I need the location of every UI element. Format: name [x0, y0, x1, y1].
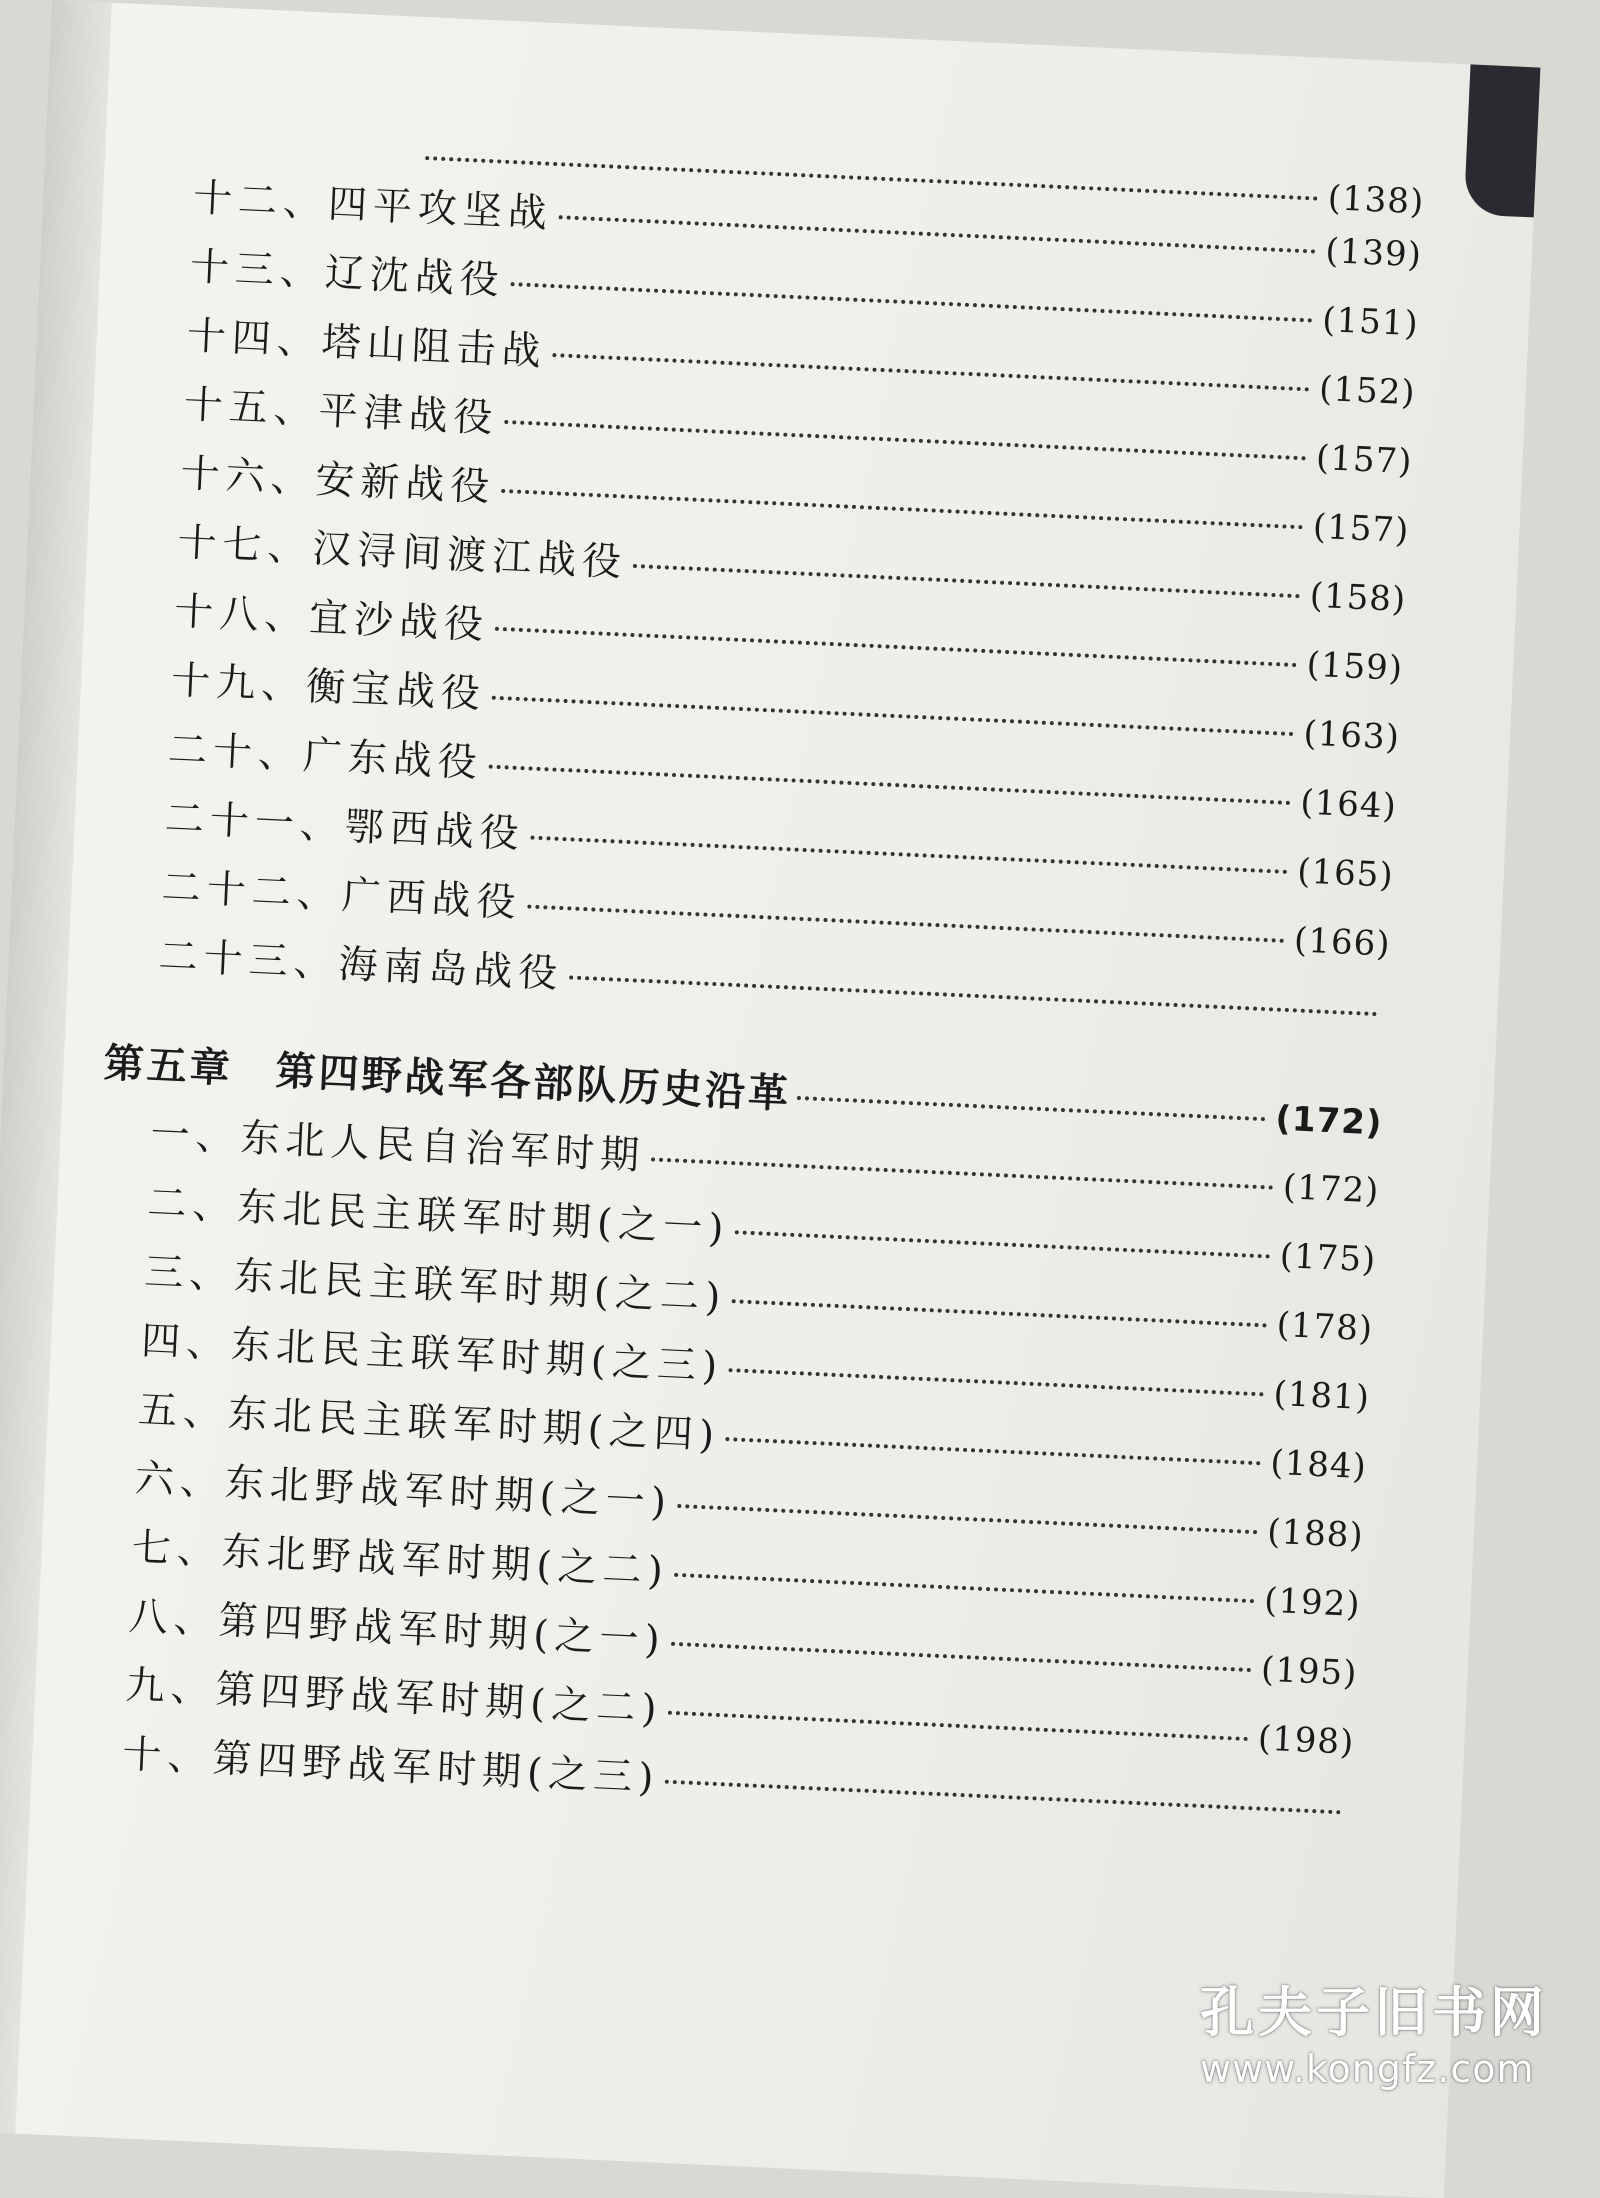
leader-dots [729, 1368, 1264, 1396]
leader-dots [732, 1299, 1267, 1327]
toc-entry-label: 六、东北野战军时期(之一) [133, 1456, 673, 1526]
leader-dots [675, 1573, 1255, 1603]
toc-entry-page: (139) [1324, 231, 1423, 276]
leader-dots [495, 627, 1297, 667]
leader-dots [527, 905, 1284, 943]
background-corner [1464, 64, 1541, 217]
leader-dots [668, 1711, 1248, 1741]
toc-entry-page: (175) [1278, 1236, 1378, 1281]
toc-entry-label: 四、东北民主联军时期(之三) [140, 1318, 725, 1390]
leader-dots [651, 1157, 1273, 1189]
watermark-site-name: 孔夫子旧书网 [1200, 1981, 1548, 2044]
toc-entry-page: (181) [1272, 1373, 1371, 1419]
leader-dots [735, 1230, 1270, 1258]
toc-entry-label: 十六、安新战役 [179, 451, 497, 511]
leader-dots [530, 836, 1287, 874]
leader-dots [726, 1437, 1261, 1465]
toc-entry-label: 二、东北民主联军时期(之一) [146, 1180, 731, 1252]
leader-dots [665, 1780, 1341, 1815]
chapter-title: 第五章 第四野战军各部队历史沿革 [102, 1040, 793, 1118]
toc-entry-label: 二十一、鄂西战役 [163, 795, 526, 858]
toc-entry-label: 七、东北野战军时期(之二) [130, 1525, 670, 1595]
toc-entry-label: 十四、塔山阻击战 [185, 313, 548, 375]
toc-entry-page: (157) [1315, 437, 1414, 483]
toc-entry-page: (163) [1302, 713, 1401, 758]
leader-dots [504, 420, 1306, 460]
toc-entry-label: 三、东北民主联军时期(之二) [143, 1249, 728, 1321]
toc-entry-page: (192) [1263, 1580, 1362, 1625]
toc-entry-page: (188) [1266, 1511, 1365, 1557]
table-of-contents [102, 127, 1426, 1848]
toc-entry-label: 十三、辽沈战役 [189, 244, 506, 304]
toc-entry-page: (138) [1326, 178, 1426, 223]
leader-dots [489, 765, 1291, 805]
leader-dots [511, 282, 1313, 322]
site-watermark [1200, 1970, 1548, 2091]
leader-dots [797, 1096, 1266, 1121]
leader-dots [492, 696, 1294, 736]
leader-dots [552, 353, 1309, 391]
leader-dots [501, 489, 1303, 529]
toc-entry-page: (164) [1299, 782, 1398, 827]
toc-entry-label: 八、第四野战军时期(之一) [127, 1594, 667, 1664]
toc-entry-page: (172) [1282, 1167, 1381, 1212]
toc-entry-page: (165) [1296, 851, 1395, 896]
toc-entry-label: 十八、宜沙战役 [173, 589, 491, 649]
toc-entry-page: (151) [1321, 299, 1420, 345]
toc-entry-label: 十二、四平攻坚战 [192, 175, 554, 237]
toc-entry-label: 二十二、广西战役 [160, 864, 523, 927]
watermark-url: www.kongfz.com [1200, 2047, 1535, 2091]
leader-dots [678, 1504, 1258, 1534]
toc-entry-label: 一、东北人民自治军时期 [149, 1111, 647, 1180]
toc-entry-label: 十七、汉浔间渡江战役 [176, 520, 629, 586]
page-edge-shadow [0, 0, 112, 2134]
leader-dots [569, 975, 1377, 1016]
toc-entry-page: (152) [1318, 368, 1417, 414]
toc-entry-page: (178) [1275, 1304, 1374, 1350]
toc-entry-label: 九、第四野战军时期(之二) [124, 1663, 664, 1733]
toc-entry-label: 十、第四野战军时期(之三) [121, 1732, 661, 1802]
toc-entry-page: (157) [1312, 506, 1411, 552]
toc-entry-label: 五、东北民主联军时期(之四) [137, 1387, 721, 1459]
toc-entry-page: (159) [1305, 644, 1404, 689]
toc-entry-label: 二十三、海南岛战役 [157, 933, 565, 998]
toc-entry-label: 十九、衡宝战役 [170, 658, 487, 718]
chapter-page: (172) [1274, 1098, 1384, 1144]
toc-entry-page: (195) [1260, 1649, 1359, 1694]
leader-dots [671, 1642, 1251, 1672]
toc-entry-label: 十五、平津战役 [182, 382, 500, 442]
toc-entry-page: (198) [1257, 1718, 1356, 1763]
toc-entry-page: (166) [1293, 920, 1392, 965]
leader-dots [559, 215, 1316, 253]
toc-entry-label: 二十、广东战役 [167, 727, 484, 787]
toc-entry-page: (184) [1269, 1442, 1368, 1488]
leader-dots [633, 564, 1300, 598]
toc-entry-page: (158) [1308, 575, 1408, 621]
